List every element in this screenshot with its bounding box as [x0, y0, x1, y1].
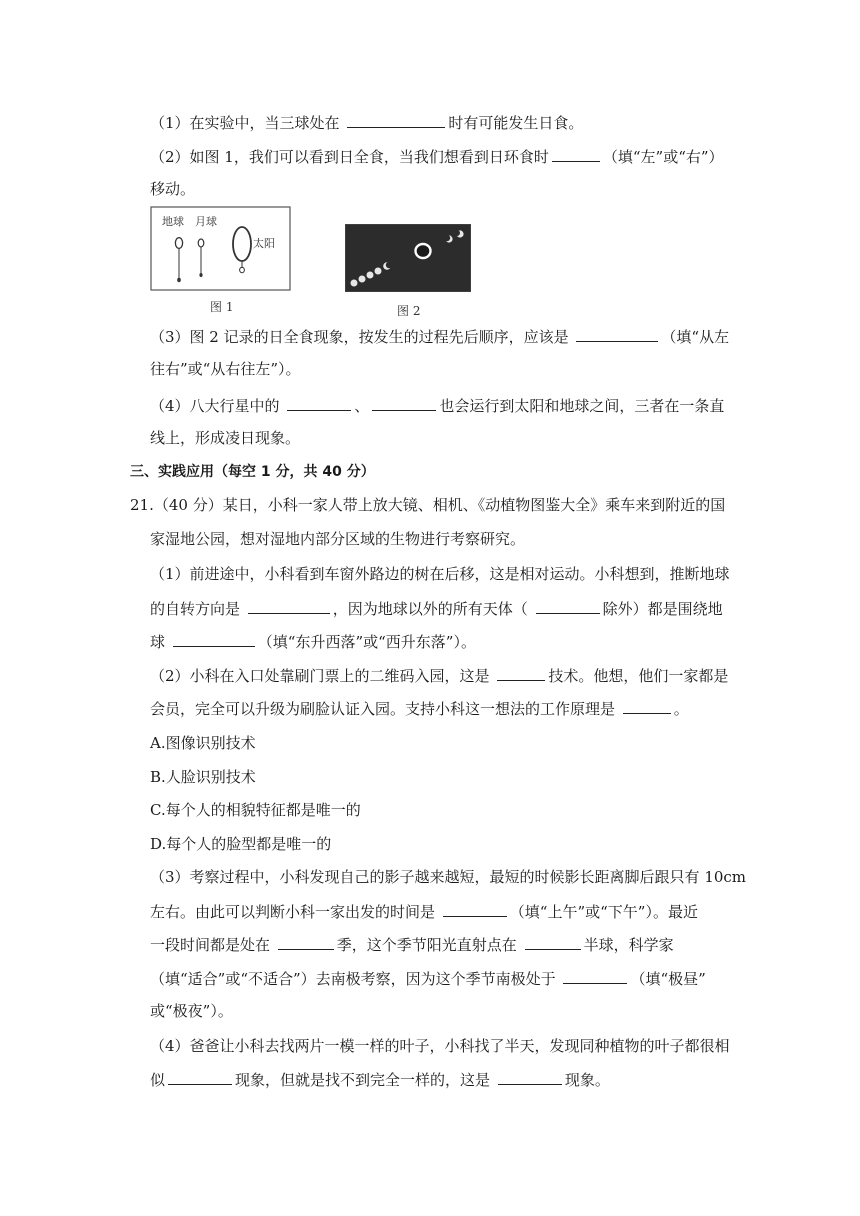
answer-blank	[498, 1069, 562, 1085]
moon-label: 月球	[195, 215, 217, 228]
answer-blank	[525, 934, 581, 950]
option-c: C.每个人的相貌特征都是唯一的	[150, 801, 361, 819]
question-21-3-line2: 左右。由此可以判断小科一家出发的时间是 （填“上午”或“下午”）。最近	[150, 903, 698, 921]
question-21-2: （2）小科在入口处靠刷门票上的二维码入园，这是 技术。他想，他们一家都是	[150, 667, 729, 685]
question-21-1: （1）前进途中，小科看到车窗外路边的树在后移，这是相对运动。小科想到，推断地球	[150, 565, 730, 583]
question-20-1: （1）在实验中，当三球处在 时有可能发生日食。	[150, 114, 584, 132]
figure-1-caption: 图 1	[210, 300, 234, 314]
answer-blank	[248, 598, 330, 614]
answer-blank	[168, 1069, 232, 1085]
question-21-3-line5: 或“极夜”）。	[150, 1002, 233, 1020]
answer-blank	[278, 934, 334, 950]
answer-blank	[372, 395, 436, 411]
answer-blank	[443, 901, 507, 917]
answer-blank	[173, 631, 255, 647]
answer-blank	[287, 395, 351, 411]
question-20-2: （2）如图 1，我们可以看到日全食，当我们想看到日环食时 （填“左”或“右”）	[150, 148, 724, 166]
question-21-3-line3: 一段时间都是处在 季，这个季节阳光直射点在 半球，科学家	[150, 936, 674, 954]
eclipse-phase	[375, 268, 382, 275]
question-21-1-line3: 球 （填“东升西落”或“西升东落”）。	[150, 633, 476, 651]
question-20-4-cont: 线上，形成凌日现象。	[150, 429, 301, 447]
answer-blank	[576, 326, 658, 342]
answer-blank	[552, 146, 600, 162]
option-d: D.每个人的脸型都是唯一的	[150, 835, 332, 853]
question-20-4: （4）八大行星中的 、 也会运行到太阳和地球之间，三者在一条直	[150, 397, 725, 415]
question-21-4: （4）爸爸让小科去找两片一模一样的叶子，小科找了半天，发现同种植物的叶子都很相	[150, 1037, 730, 1055]
question-21-3: （3）考察过程中，小科发现自己的影子越来越短，最短的时候影长距离脚后跟只有 10cm	[150, 868, 747, 886]
question-21-3-line4: （填“适合”或“不适合”）去南极考察，因为这个季节南极处于 （填“极昼”	[150, 970, 706, 988]
answer-blank	[497, 665, 545, 681]
question-21-4-line2: 似 现象，但就是找不到完全一样的，这是 现象。	[150, 1071, 610, 1089]
question-21-intro: 21.（40 分）某日，小科一家人带上放大镜、相机、《动植物图鉴大全》乘车来到附近的国	[130, 496, 726, 514]
earth-label: 地球	[162, 215, 184, 228]
answer-blank	[623, 698, 671, 714]
eclipse-phase	[359, 276, 366, 283]
eclipse-phase	[367, 272, 374, 279]
figure-2-photo	[345, 224, 471, 292]
question-21-1-line2: 的自转方向是 ，因为地球以外的所有天体（ 除外）都是围绕地	[150, 600, 723, 618]
option-b: B.人脸识别技术	[150, 768, 256, 786]
sun-label: 太阳	[253, 237, 275, 250]
question-20-3-cont: 往右”或“从右往左”）。	[150, 360, 301, 378]
question-20-2-cont: 移动。	[150, 180, 196, 198]
answer-blank	[536, 598, 600, 614]
figure-2-caption: 图 2	[397, 304, 421, 318]
question-21-intro-cont: 家湿地公园，想对湿地内部分区域的生物进行考察研究。	[150, 530, 526, 548]
question-21-2-line2: 会员，完全可以升级为刷脸认证入园。支持小科这一想法的工作原理是 。	[150, 700, 689, 718]
eclipse-totality	[416, 244, 431, 258]
option-a: A.图像识别技术	[150, 734, 256, 752]
question-20-3: （3）图 2 记录的日全食现象，按发生的过程先后顺序，应该是 （填“从左	[150, 328, 730, 346]
section-heading: 三、实践应用（每空 1 分，共 40 分）	[130, 464, 375, 480]
answer-blank	[563, 968, 627, 984]
answer-blank	[347, 112, 445, 128]
eclipse-phase	[351, 280, 358, 287]
